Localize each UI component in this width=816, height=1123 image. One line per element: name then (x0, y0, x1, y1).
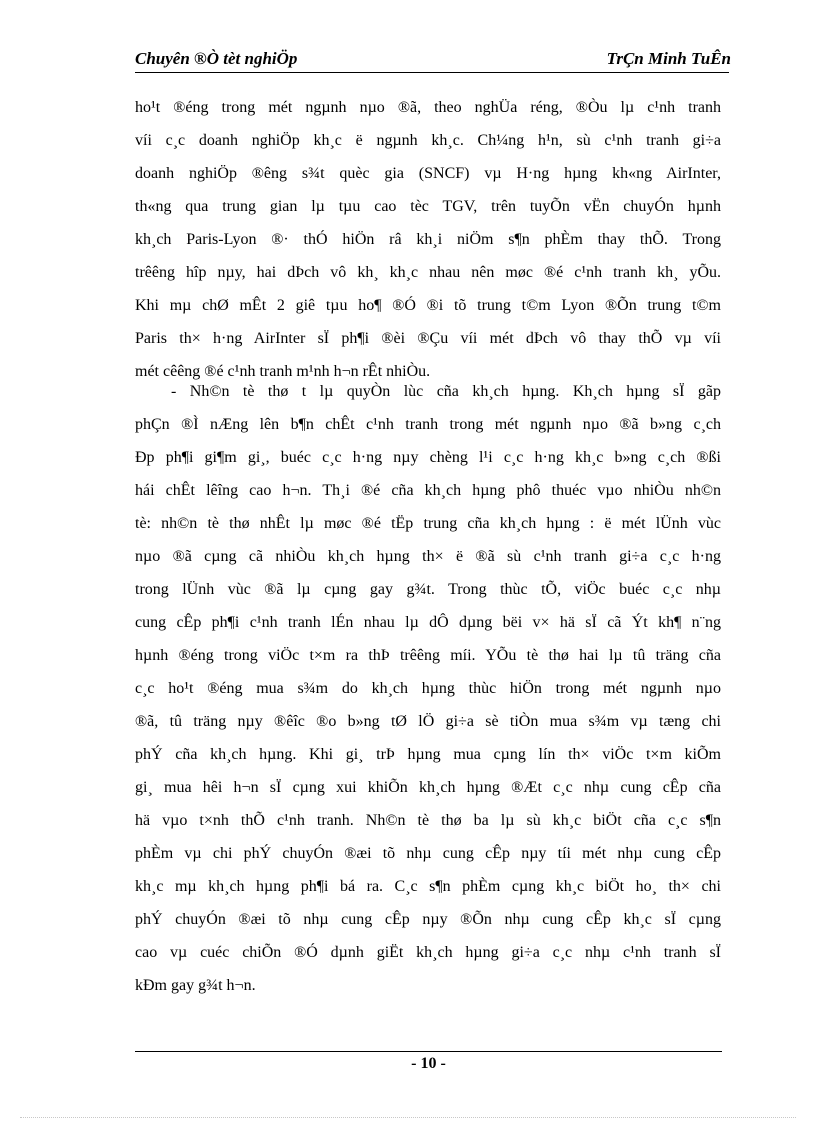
header-divider (135, 72, 729, 73)
text-line: phÝ chuyÓn ®æi tõ nhµ cung cÊp nµy ®Õn nhµ cung cÊp kh¸c sÏ cµng (135, 911, 721, 928)
text-line: ®ã, tû träng nµy ®êîc ®o b»ng tØ lÖ gi÷a sè tiÒn mua s¾m vµ tæng chi (135, 713, 721, 730)
text-line: phÈm vµ chi phÝ chuyÓn ®æi tõ nhµ cung cÊp nµy tíi mét nhµ cung cÊp (135, 845, 721, 862)
text-line: th«ng qua trung gian lµ tµu cao tèc TGV, trên tuyÕn vËn chuyÓn hµnh (135, 198, 721, 215)
text-line: phÝ cña kh¸ch hµng. Khi gi¸ trÞ hµng mua cµng lín th× viÖc t×m kiÕm (135, 746, 721, 763)
text-line: trong lÜnh vùc ®ã lµ cµng gay g¾t. Trong thùc tÕ, viÖc buéc c¸c nhµ (135, 581, 721, 598)
text-line: hái chÊt lêîng cao h¬n. Th¸i ®é cña kh¸ch hµng phô thuéc vµo nhiÒu nh©n (135, 482, 721, 499)
page-bottom-border (20, 1117, 796, 1118)
text-line: cung cÊp ph¶i c¹nh tranh lÉn nhau lµ dÔ dµng bëi v× hä sÏ cã Ýt kh¶ n¨ng (135, 614, 721, 631)
text-line: trêêng hîp nµy, hai dÞch vô kh¸ kh¸c nhau nên møc ®é c¹nh tranh kh¸ yÕu. (135, 264, 721, 281)
text-line: doanh nghiÖp ®êng s¾t quèc gia (SNCF) vµ H·ng hµng kh«ng AirInter, (135, 165, 721, 182)
page-header (135, 48, 731, 70)
paragraph-2 (135, 375, 721, 1002)
paragraph-1 (135, 91, 721, 388)
author-name: TrÇn Minh TuÊn (606, 49, 731, 68)
text-line: cao vµ cuéc chiÕn ®Ó dµnh giËt kh¸ch hµng gi÷a c¸c nhµ c¹nh tranh sÏ (135, 944, 721, 961)
text-line: phÇn ®Ì nÆng lên b¶n chÊt c¹nh tranh trong mét ngµnh nµo ®ã b»ng c¸ch (135, 416, 721, 433)
text-line: hµnh ®éng trong viÖc t×m ra thÞ trêêng míi. YÕu tè thø hai lµ tû träng cña (135, 647, 721, 664)
text-line: víi c¸c doanh nghiÖp kh¸c ë ngµnh kh¸c. Ch¼ng h¹n, sù c¹nh tranh gi÷a (135, 132, 721, 149)
footer-divider (135, 1051, 722, 1052)
text-line: - Nh©n tè thø t lµ quyÒn lùc cña kh¸ch hµng. Kh¸ch hµng sÏ gãp (171, 383, 721, 400)
text-line: kÐm gay g¾t h¬n. (135, 977, 256, 994)
text-line: tè: nh©n tè thø nhÊt lµ møc ®é tËp trung cña kh¸ch hµng : ë mét lÜnh vùc (135, 515, 721, 532)
page-number: - 10 - (411, 1055, 446, 1072)
text-line: Khi mµ chØ mÊt 2 giê tµu ho¶ ®Ó ®i tõ trung t©m Lyon ®Õn trung t©m (135, 297, 721, 314)
text-line: mét cêêng ®é c¹nh tranh m¹nh h¬n rÊt nhiÒu. (135, 363, 431, 380)
text-line: ho¹t ®éng trong mét ngµnh nµo ®ã, theo nghÜa réng, ®Òu lµ c¹nh tranh (135, 99, 721, 116)
text-line: kh¸c mµ kh¸ch hµng ph¶i bá ra. C¸c s¶n phÈm cµng kh¸c biÖt ho¸ th× chi (135, 878, 721, 895)
text-line: nµo ®ã cµng cã nhiÒu kh¸ch hµng th× ë ®ã sù c¹nh tranh gi÷a c¸c h·ng (135, 548, 721, 565)
document-title: Chuyên ®Ò tèt nghiÖp (135, 49, 298, 68)
text-line: kh¸ch Paris-Lyon ®· thÓ hiÖn râ kh¸i niÖm s¶n phÈm thay thÕ. Trong (135, 231, 721, 248)
text-line: Paris th× h·ng AirInter sÏ ph¶i ®èi ®Çu víi mét dÞch vô thay thÕ vµ víi (135, 330, 721, 347)
text-line: c¸c ho¹t ®éng mua s¾m do kh¸ch hµng thùc hiÖn trong mét ngµnh nµo (135, 680, 721, 697)
text-line: Ðp ph¶i gi¶m gi¸, buéc c¸c h·ng nµy chèng l¹i c¸c h·ng kh¸c b»ng c¸ch ®ßi (135, 449, 721, 466)
text-line: gi¸ mua hêi h¬n sÏ cµng xui khiÕn kh¸ch hµng ®Æt c¸c nhµ cung cÊp cña (135, 779, 721, 796)
text-line: hä vµo t×nh thÕ c¹nh tranh. Nh©n tè thø ba lµ sù kh¸c biÖt cña c¸c s¶n (135, 812, 721, 829)
